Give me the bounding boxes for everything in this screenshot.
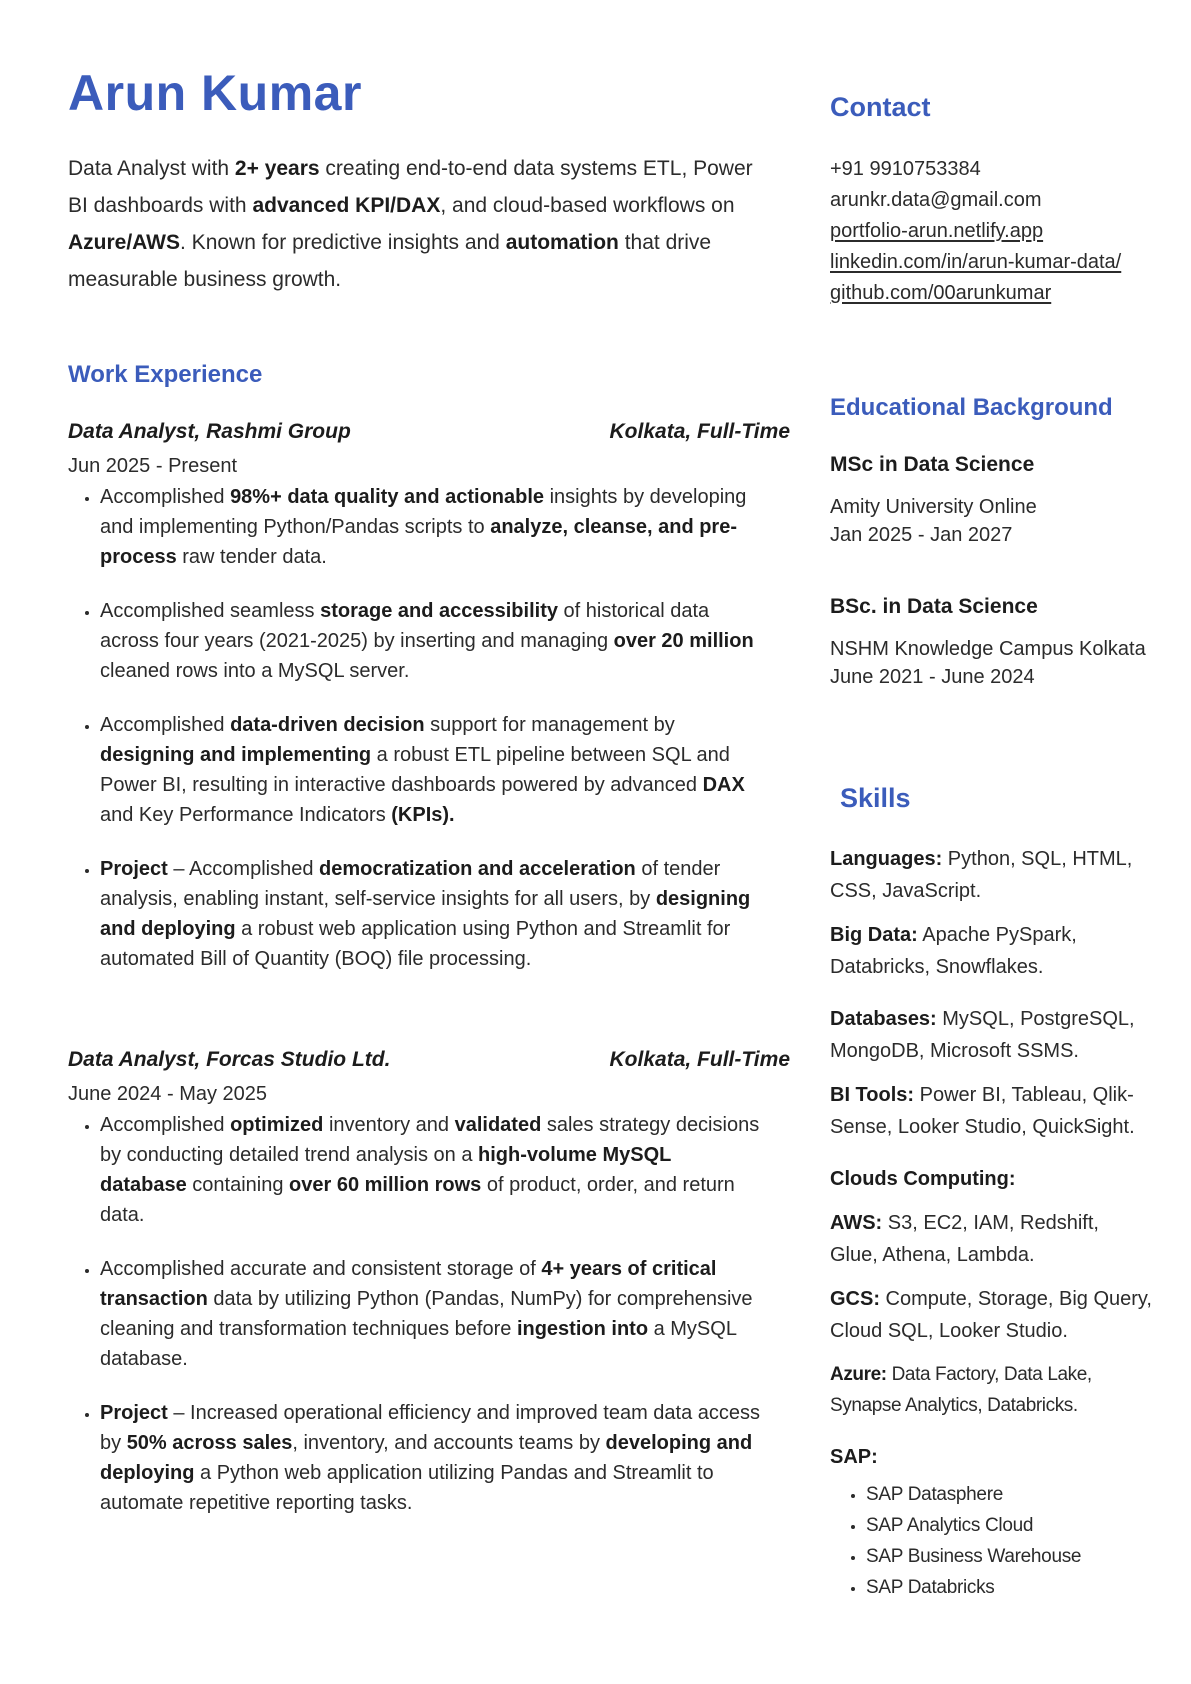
degree-dates: June 2021 - June 2024	[830, 666, 1035, 688]
job-title: Data Analyst, Forcas Studio Ltd.	[68, 1048, 391, 1071]
skill-category-label: AWS:	[830, 1212, 883, 1234]
job-bullet: • Accomplished data-driven decision support for management by designing and implementing a robust ETL pipeline between SQL and Power BI, resulting in interactive dashboards powered by advanced DAX and Key Performance Indicators (KPIs).	[100, 710, 760, 830]
contact-link[interactable]: linkedin.com/in/arun-kumar-data/	[830, 251, 1122, 273]
degree-entry	[830, 453, 1152, 549]
jobs-list	[68, 420, 790, 1518]
right-column	[830, 92, 1152, 1603]
job-bullets-list	[68, 482, 790, 974]
contact-items-list	[830, 154, 1152, 309]
skill-group	[830, 843, 1152, 907]
sap-item: • SAP Business Warehouse	[866, 1541, 1152, 1572]
job-bullet: • Accomplished seamless storage and accessibility of historical data across four years (2021-2025) by inserting and managing over 20 million cleaned rows into a MySQL server.	[100, 596, 760, 686]
skill-group	[830, 1441, 1152, 1603]
degree-dates: Jan 2025 - Jan 2027	[830, 524, 1013, 546]
sap-item: • SAP Analytics Cloud	[866, 1510, 1152, 1541]
degree-entry	[830, 595, 1152, 691]
degree-school-dates	[830, 635, 1152, 691]
degree-title: MSc in Data Science	[830, 453, 1035, 476]
skill-category-label: Big Data:	[830, 924, 918, 946]
skill-category-label: GCS:	[830, 1288, 880, 1310]
skill-group	[830, 1283, 1152, 1347]
skill-group	[830, 1359, 1152, 1421]
sap-item: • SAP Datasphere	[866, 1479, 1152, 1510]
job-bullet: • Project – Increased operational efficiency and improved team data access by 50% across sales, inventory, and accounts teams by developing and deploying a Python web application utilizing Pandas and Streamlit to automate repetitive reporting tasks.	[100, 1398, 760, 1518]
work-experience-heading: Work Experience	[68, 361, 263, 388]
contact-section	[830, 92, 1152, 309]
job-location: Kolkata, Full-Time	[609, 1048, 790, 1071]
skill-group	[830, 1163, 1152, 1195]
job-dates: June 2024 - May 2025	[68, 1083, 268, 1105]
left-column	[68, 64, 790, 1542]
contact-link[interactable]: portfolio-arun.netlify.app	[830, 220, 1044, 242]
job-title: Data Analyst, Rashmi Group	[68, 420, 351, 443]
contact-link[interactable]: github.com/00arunkumar	[830, 282, 1052, 304]
job-entry	[68, 1048, 790, 1518]
education-heading: Educational Background	[830, 394, 1113, 421]
degree-title: BSc. in Data Science	[830, 595, 1038, 618]
degree-school: NSHM Knowledge Campus Kolkata	[830, 638, 1146, 660]
skill-values: MySQL, PostgreSQL, MongoDB, Microsoft SSMS.	[830, 1008, 1135, 1062]
skill-values: Python, SQL, HTML, CSS, JavaScript.	[830, 848, 1133, 902]
job-bullet: • Accomplished optimized inventory and validated sales strategy decisions by conducting detailed trend analysis on a high-volume MySQL database containing over 60 million rows of product, order, and return data.	[100, 1110, 760, 1230]
skill-values: Compute, Storage, Big Query, Cloud SQL, Looker Studio.	[830, 1288, 1152, 1342]
skill-category-label: Clouds Computing:	[830, 1168, 1016, 1190]
degree-school: Amity University Online	[830, 496, 1037, 518]
skills-heading: Skills	[840, 783, 911, 813]
skill-category-label: BI Tools:	[830, 1084, 915, 1106]
skill-groups-list	[830, 843, 1152, 1603]
job-bullet: • Project – Accomplished democratization and acceleration of tender analysis, enabling instant, self-service insights for all users, by designing and deploying a robust web application using Python and Streamlit for automated Bill of Quantity (BOQ) file processing.	[100, 854, 760, 974]
skill-values: S3, EC2, IAM, Redshift, Glue, Athena, Lambda.	[830, 1212, 1099, 1266]
job-bullet: • Accomplished 98%+ data quality and actionable insights by developing and implementing Python/Pandas scripts to analyze, cleanse, and pre-process raw tender data.	[100, 482, 760, 572]
profile-summary: Data Analyst with 2+ years creating end-to-end data systems ETL, Power BI dashboards with advanced KPI/DAX, and cloud-based workflows on Azure/AWS. Known for predictive insights and automation that drive measurable business growth.	[68, 157, 753, 291]
skill-values: Power BI, Tableau, Qlik-Sense, Looker Studio, QuickSight.	[830, 1084, 1135, 1138]
skill-group	[830, 1207, 1152, 1271]
skills-section	[830, 783, 1152, 1603]
job-dates: Jun 2025 - Present	[68, 455, 237, 477]
job-header-row	[68, 420, 790, 444]
skill-values: Data Factory, Data Lake, Synapse Analytics, Databricks.	[830, 1364, 1092, 1416]
skill-group	[830, 1003, 1152, 1067]
degrees-list	[830, 453, 1152, 691]
sap-item: • SAP Databricks	[866, 1572, 1152, 1603]
sap-items-list	[830, 1479, 1152, 1603]
contact-heading: Contact	[830, 92, 931, 122]
job-bullet: • Accomplished accurate and consistent storage of 4+ years of critical transaction data by utilizing Python (Pandas, NumPy) for comprehensive cleaning and transformation techniques before ingestion into a MySQL database.	[100, 1254, 760, 1374]
skill-category-label: Azure:	[830, 1364, 887, 1385]
work-experience-section	[68, 360, 790, 1518]
contact-item: arunkr.data@gmail.com	[830, 189, 1042, 211]
job-bullets-list	[68, 1110, 790, 1518]
skill-category-label: SAP:	[830, 1446, 878, 1468]
skill-values: Apache PySpark, Databricks, Snowflakes.	[830, 924, 1077, 978]
degree-school-dates	[830, 493, 1152, 549]
skill-group	[830, 1079, 1152, 1143]
skill-group	[830, 919, 1152, 983]
person-name: Arun Kumar	[68, 65, 362, 121]
job-header-row	[68, 1048, 790, 1072]
contact-item: +91 9910753384	[830, 158, 981, 180]
skill-category-label: Databases:	[830, 1008, 937, 1030]
job-location: Kolkata, Full-Time	[609, 420, 790, 443]
job-entry	[68, 420, 790, 974]
skill-category-label: Languages:	[830, 848, 943, 870]
education-section	[830, 393, 1152, 691]
